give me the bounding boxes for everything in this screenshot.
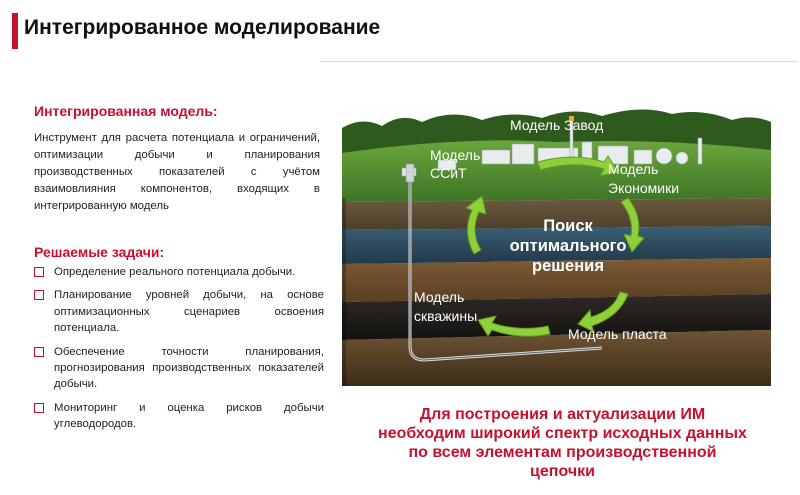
center-caption: оптимального: [509, 237, 627, 255]
footer-note-line: необходим широкий спектр исходных данных: [378, 425, 747, 442]
task-text: Мониторинг и оценка рисков добычи углеводородов.: [54, 401, 324, 431]
title-divider: [320, 61, 798, 62]
page-title: Интегрированное моделирование: [24, 16, 381, 39]
label-well-model: Модель: [414, 289, 465, 305]
label-sst-model: Модель: [430, 147, 481, 163]
label-well-model: скважины: [414, 308, 478, 324]
model-heading: Интегрированная модель:: [34, 103, 218, 119]
task-text: Планирование уровней добычи, на основе оптимизационных сценариев освоения потенциала.: [54, 289, 324, 335]
model-description: Инструмент для расчета потенциала и ограничений, оптимизации добычи и планирования производственных показателей с учётом взаимовлияния компонентов, входящих в интегрированную модель: [34, 132, 320, 212]
title-accent-bar: [12, 13, 18, 49]
checkbox-icon: [34, 267, 44, 277]
integrated-model-illustration: [342, 98, 771, 386]
section-edge: [342, 198, 346, 386]
task-text: Обеспечение точности планирования, прогнозирования производственных показателей добычи.: [54, 345, 324, 391]
title-bar: [0, 0, 800, 62]
footer-note: [350, 405, 775, 481]
center-caption: Поиск: [543, 217, 593, 235]
tasks-list: [34, 264, 324, 440]
task-item: [34, 344, 324, 393]
center-caption: решения: [532, 257, 604, 275]
checkbox-icon: [34, 347, 44, 357]
tasks-heading: Решаемые задачи:: [34, 244, 165, 260]
label-economics-model: Модель: [608, 161, 659, 177]
footer-note-line: Для построения и актуализации ИМ: [419, 406, 706, 423]
task-item: [34, 400, 324, 433]
label-reservoir-model: Модель пласта: [568, 326, 667, 342]
task-item: [34, 264, 324, 280]
footer-note-line: цепочки: [530, 463, 595, 480]
label-economics-model: Экономики: [608, 180, 680, 196]
label-sst-model: ССиТ: [430, 165, 467, 181]
task-item: [34, 287, 324, 336]
footer-note-line: по всем элементам производственной: [408, 444, 717, 461]
checkbox-icon: [34, 290, 44, 300]
well-tower: [406, 164, 414, 182]
task-text: Определение реального потенциала добычи.: [54, 266, 296, 278]
label-plant-model: Модель Завод: [510, 117, 604, 133]
checkbox-icon: [34, 403, 44, 413]
